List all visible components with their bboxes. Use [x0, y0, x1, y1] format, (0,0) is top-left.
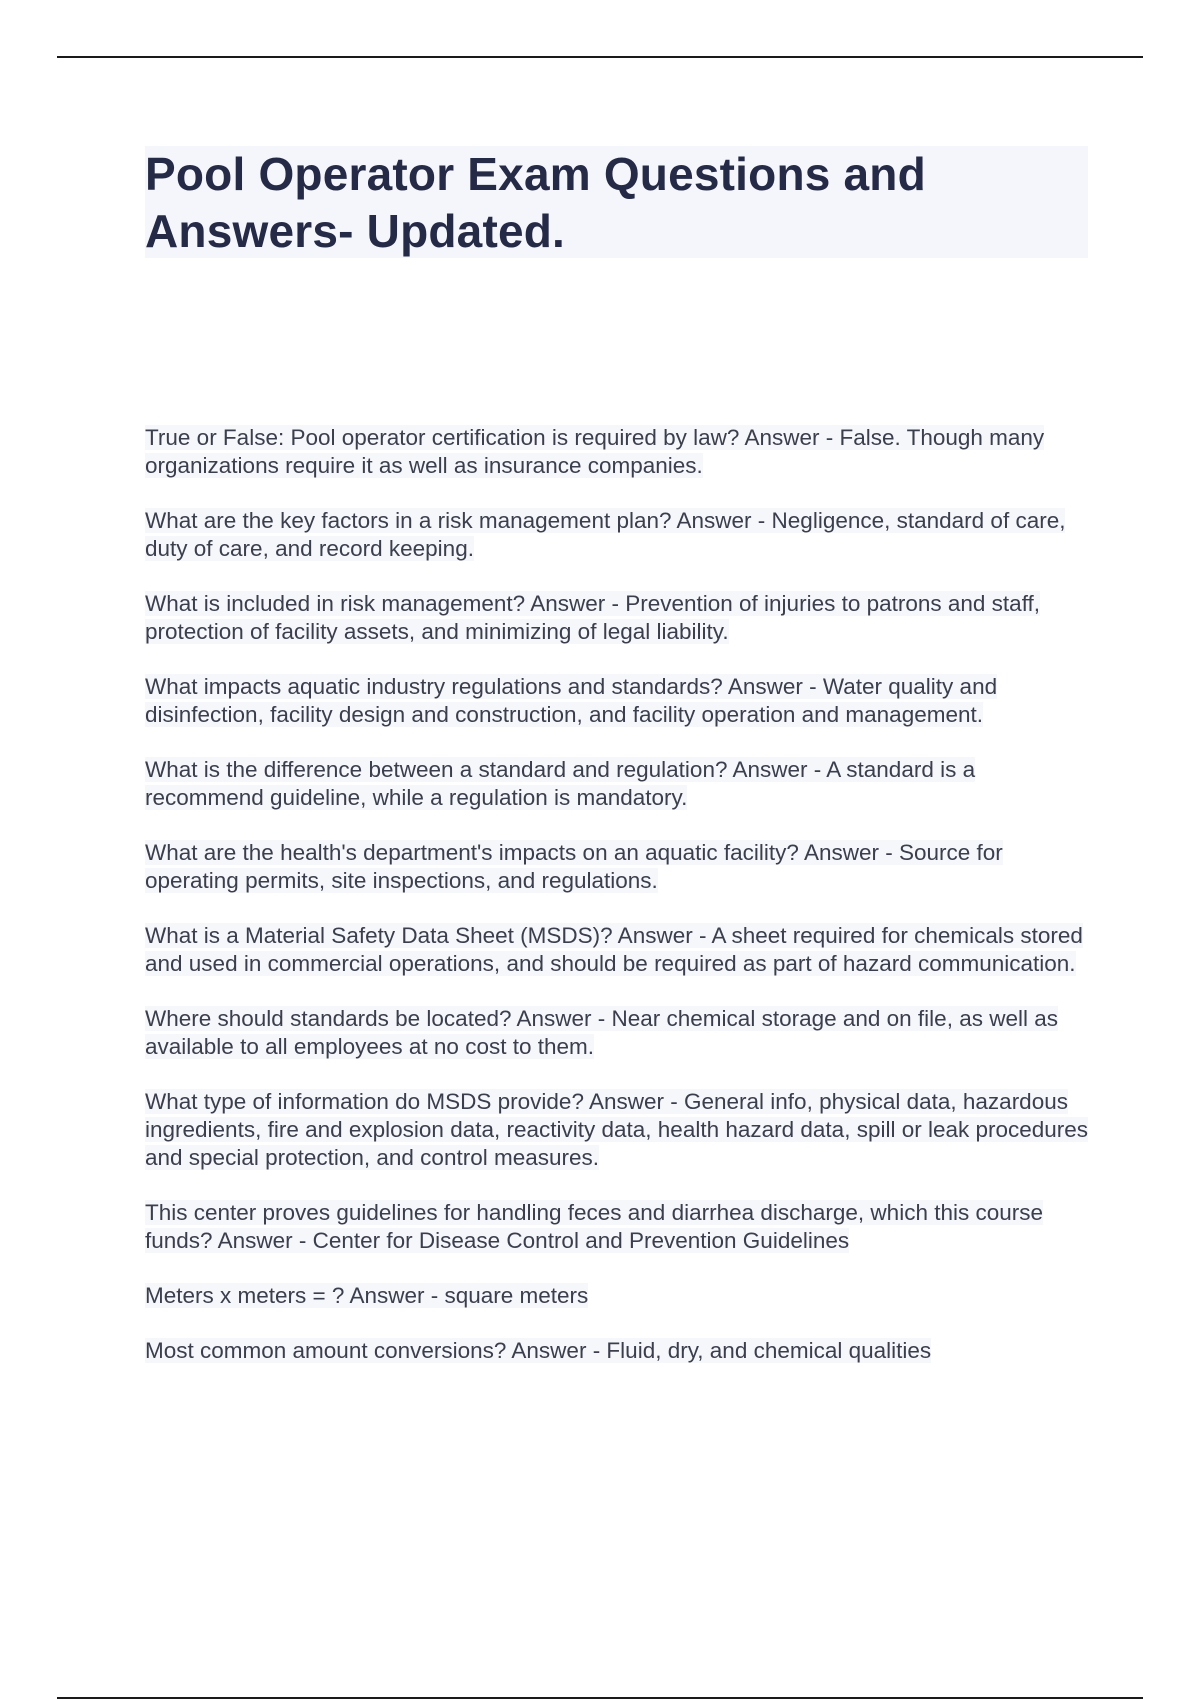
qa-text: What are the key factors in a risk management plan? Answer - Negligence, standard of care, duty of care, and record keeping. [145, 508, 1066, 561]
footer-rule [57, 1697, 1143, 1699]
qa-text: What is a Material Safety Data Sheet (MSDS)? Answer - A sheet required for chemicals stored and used in commercial operations, and should be required as part of hazard communication. [145, 923, 1083, 976]
qa-text: Meters x meters = ? Answer - square meters [145, 1283, 589, 1308]
qa-text: What type of information do MSDS provide? Answer - General info, physical data, hazardous ingredients, fire and explosion data, reactivity data, health hazard data, spill or leak procedures and special protection, and control measures. [145, 1089, 1089, 1170]
page-title: Pool Operator Exam Questions and Answers- Updated. [145, 148, 926, 257]
qa-item [145, 424, 1090, 480]
qa-text: Where should standards be located? Answer - Near chemical storage and on file, as well as available to all employees at no cost to them. [145, 1006, 1058, 1059]
qa-item [145, 1282, 1090, 1310]
qa-item [145, 922, 1090, 978]
qa-text: This center proves guidelines for handling feces and diarrhea discharge, which this course funds? Answer - Center for Disease Control and Prevention Guidelines [145, 1200, 1044, 1253]
qa-item [145, 673, 1090, 729]
qa-text: True or False: Pool operator certification is required by law? Answer - False. Though many organizations require it as well as insurance companies. [145, 425, 1045, 478]
qa-text: What impacts aquatic industry regulations and standards? Answer - Water quality and disinfection, facility design and construction, and facility operation and management. [145, 674, 998, 727]
qa-item [145, 1337, 1090, 1365]
qa-list [145, 424, 1090, 1392]
qa-item [145, 1088, 1090, 1172]
qa-text: What is included in risk management? Answer - Prevention of injuries to patrons and staff, protection of facility assets, and minimizing of legal liability. [145, 591, 1041, 644]
qa-text: What is the difference between a standard and regulation? Answer - A standard is a recommend guideline, while a regulation is mandatory. [145, 757, 976, 810]
qa-item [145, 507, 1090, 563]
header-rule [57, 56, 1143, 58]
qa-item [145, 1199, 1090, 1255]
qa-item [145, 756, 1090, 812]
qa-text: Most common amount conversions? Answer - Fluid, dry, and chemical qualities [145, 1338, 932, 1363]
qa-item [145, 839, 1090, 895]
title-block [145, 146, 1088, 258]
qa-text: What are the health's department's impacts on an aquatic facility? Answer - Source for operating permits, site inspections, and regulations. [145, 840, 1003, 893]
qa-item [145, 590, 1090, 646]
qa-item [145, 1005, 1090, 1061]
